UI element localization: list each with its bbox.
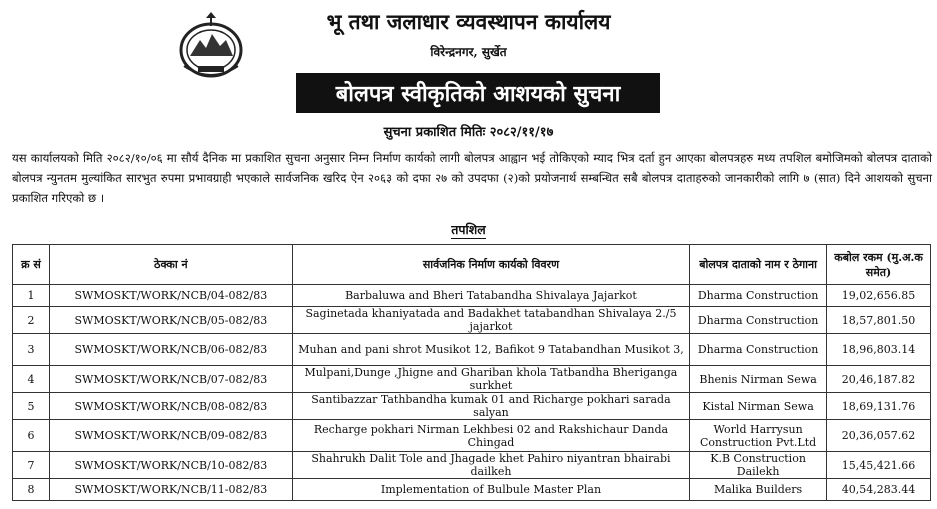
table-row — [13, 479, 931, 501]
cell-bidder: Malika Builders — [690, 479, 827, 501]
cell-bidder: Dharma Construction — [690, 307, 827, 334]
cell-contract: SWMOSKT/WORK/NCB/09-082/83 — [49, 420, 292, 452]
cell-contract: SWMOSKT/WORK/NCB/08-082/83 — [49, 393, 292, 420]
col-header-sn: क्र सं — [13, 245, 50, 285]
cell-sn: 5 — [13, 393, 50, 420]
cell-description: Muhan and pani shrot Musikot 12, Bafikot 9 Tatabandhan Musikot 3, — [292, 334, 689, 366]
cell-amount: 18,96,803.14 — [827, 334, 931, 366]
cell-sn: 6 — [13, 420, 50, 452]
cell-sn: 1 — [13, 285, 50, 307]
cell-sn: 7 — [13, 452, 50, 479]
cell-contract: SWMOSKT/WORK/NCB/07-082/83 — [49, 366, 292, 393]
cell-description: Mulpani,Dunge ,Jhigne and Ghariban khola Tatbandha Bheriganga surkhet — [292, 366, 689, 393]
cell-amount: 20,46,187.82 — [827, 366, 931, 393]
cell-description: Barbaluwa and Bheri Tatabandha Shivalaya Jajarkot — [292, 285, 689, 307]
cell-description: Implementation of Bulbule Master Plan — [292, 479, 689, 501]
cell-bidder: Bhenis Nirman Sewa — [690, 366, 827, 393]
schedule-title — [0, 221, 937, 238]
cell-amount: 15,45,421.66 — [827, 452, 931, 479]
cell-amount: 20,36,057.62 — [827, 420, 931, 452]
cell-bidder: Kistal Nirman Sewa — [690, 393, 827, 420]
col-header-description: सार्वजनिक निर्माण कार्यको विवरण — [292, 245, 689, 285]
cell-description: Shahrukh Dalit Tole and Jhagade khet Pahiro niyantran bhairabi dailkeh — [292, 452, 689, 479]
cell-amount: 40,54,283.44 — [827, 479, 931, 501]
table-header-row — [13, 245, 931, 285]
cell-amount: 18,57,801.50 — [827, 307, 931, 334]
col-header-contract: ठेक्का नं — [49, 245, 292, 285]
notice-body: यस कार्यालयको मिति २०८२/१०/०६ मा सौर्य दैनिक मा प्रकाशित सुचना अनुसार निम्न निर्माण कार्यको लागी बोलपत्र आह्वान भई तोकिएको म्याद भित्र दर्ता हुन आएका बोलपत्रहरु मध्य तपशिल बमोजिमको बोलपत्र दाताको बोलपत्र न्युनतम मुल्यांकित सारभुत रुपमा प्रभावग्राही भएकाले सार्वजनिक खरिद ऐन २०६३ को दफा २७ को उपदफा (२)को प्रयोजनार्थ सम्बन्धित सबै बोलपत्र दाताहरुको जानकारीको लागि ७ (सात) दिने आशयको सुचना प्रकाशित गरिएको छ । — [12, 151, 932, 205]
publication-date: सुचना प्रकाशित मितिः २०८२/११/१७ — [383, 125, 554, 140]
notice-banner: बोलपत्र स्वीकृतिको आशयको सुचना — [296, 73, 660, 113]
cell-description: Recharge pokhari Nirman Lekhbesi 02 and Rakshichaur Danda Chingad — [292, 420, 689, 452]
cell-description: Saginetada khaniyatada and Badakhet tatabandhan Shivalaya 2./5 jajarkot — [292, 307, 689, 334]
cell-contract: SWMOSKT/WORK/NCB/10-082/83 — [49, 452, 292, 479]
cell-sn: 4 — [13, 366, 50, 393]
table-row — [13, 307, 931, 334]
cell-bidder: K.B Construction Dailekh — [690, 452, 827, 479]
cell-sn: 8 — [13, 479, 50, 501]
cell-sn: 3 — [13, 334, 50, 366]
schedule-title-text: तपशिल — [451, 222, 486, 237]
cell-sn: 2 — [13, 307, 50, 334]
col-header-bidder: बोलपत्र दाताको नाम र ठेगाना — [690, 245, 827, 285]
cell-amount: 18,69,131.76 — [827, 393, 931, 420]
bid-table — [12, 244, 931, 501]
table-row — [13, 452, 931, 479]
cell-contract: SWMOSKT/WORK/NCB/06-082/83 — [49, 334, 292, 366]
cell-description: Santibazzar Tathbandha kumak 01 and Richarge pokhari sarada salyan — [292, 393, 689, 420]
cell-contract: SWMOSKT/WORK/NCB/05-082/83 — [49, 307, 292, 334]
table-row — [13, 285, 931, 307]
cell-contract: SWMOSKT/WORK/NCB/04-082/83 — [49, 285, 292, 307]
cell-amount: 19,02,656.85 — [827, 285, 931, 307]
table-row — [13, 420, 931, 452]
cell-contract: SWMOSKT/WORK/NCB/11-082/83 — [49, 479, 292, 501]
cell-bidder: Dharma Construction — [690, 285, 827, 307]
col-header-amount: कबोल रकम (मु.अ.क समेत) — [827, 245, 931, 285]
table-row — [13, 334, 931, 366]
cell-bidder: World Harrysun Construction Pvt.Ltd — [690, 420, 827, 452]
table-row — [13, 366, 931, 393]
office-title: भू तथा जलाधार व्यवस्थापन कार्यालय — [326, 9, 611, 34]
cell-bidder: Dharma Construction — [690, 334, 827, 366]
office-location: विरेन्द्रनगर, सुर्खेत — [430, 45, 507, 59]
table-row — [13, 393, 931, 420]
